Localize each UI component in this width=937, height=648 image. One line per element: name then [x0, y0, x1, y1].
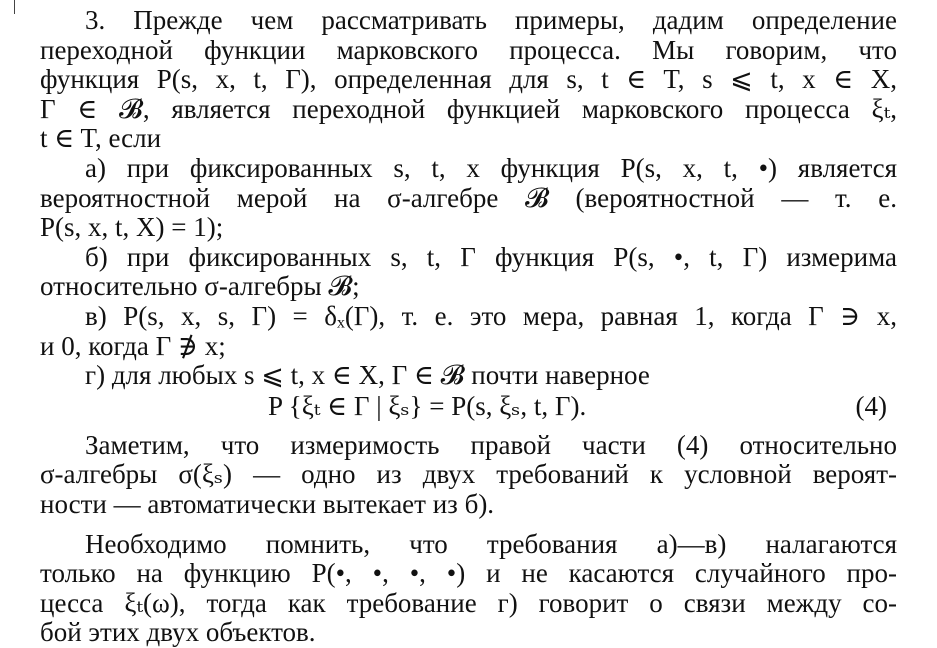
- equation-number: (4): [855, 390, 887, 421]
- condition-a-line: а) при фиксированных s, t, x функция P(s, x, t, •) является: [85, 153, 897, 183]
- remark-line: ности — автоматически вытекает из б).: [40, 489, 495, 519]
- note-line: только на функцию P(•, •, •, •) и не касаются случайного про-: [40, 559, 897, 589]
- note-line: бой этих двух объектов.: [40, 618, 316, 648]
- condition-v-line: в) P(s, x, s, Γ) = δₓ(Γ), т. е. это мера, равная 1, когда Γ ∋ x,: [85, 301, 897, 331]
- remark-line: Заметим, что измеримость правой части (4) относительно: [85, 430, 897, 460]
- note-line: цесса ξₜ(ω), тогда как требование г) говорит о связи между со-: [40, 588, 897, 618]
- text-line: t ∈ T, если: [40, 124, 162, 154]
- condition-v-line: и 0, когда Γ ∌ x;: [40, 331, 226, 361]
- condition-b-line: б) при фиксированных s, t, Γ функция P(s, •, t, Γ) измерима: [85, 242, 897, 272]
- condition-a-line: вероятностной мерой на σ-алгебре 𝓑 (вероятностной — т. е.: [40, 183, 897, 213]
- text-line: 3. Прежде чем рассматривать примеры, дадим определение: [85, 6, 897, 35]
- condition-b-line: относительно σ-алгебры 𝓑;: [40, 272, 360, 302]
- display-formula: [40, 391, 897, 421]
- condition-g-line: г) для любых s ⩽ t, x ∈ X, Γ ∈ 𝓑 почти наверное: [85, 361, 650, 391]
- scan-mark: [14, 0, 15, 14]
- text-line: переходной функции марковского процесса. Мы говорим, что: [40, 35, 897, 65]
- text-line: Γ ∈ 𝓑, является переходной функцией марковского процесса ξₜ,: [40, 94, 897, 124]
- condition-a-line: P(s, x, t, X) = 1);: [40, 213, 224, 243]
- text-line: функция P(s, x, t, Γ), определенная для s, t ∈ T, s ⩽ t, x ∈ X,: [40, 65, 897, 95]
- note-line: Необходимо помнить, что требования а)—в) налагаются: [85, 529, 897, 559]
- remark-line: σ-алгебры σ(ξₛ) — одно из двух требований к условной вероят-: [40, 460, 897, 490]
- formula-text: P {ξₜ ∈ Γ | ξₛ} = P(s, ξₛ, t, Γ).: [268, 390, 587, 421]
